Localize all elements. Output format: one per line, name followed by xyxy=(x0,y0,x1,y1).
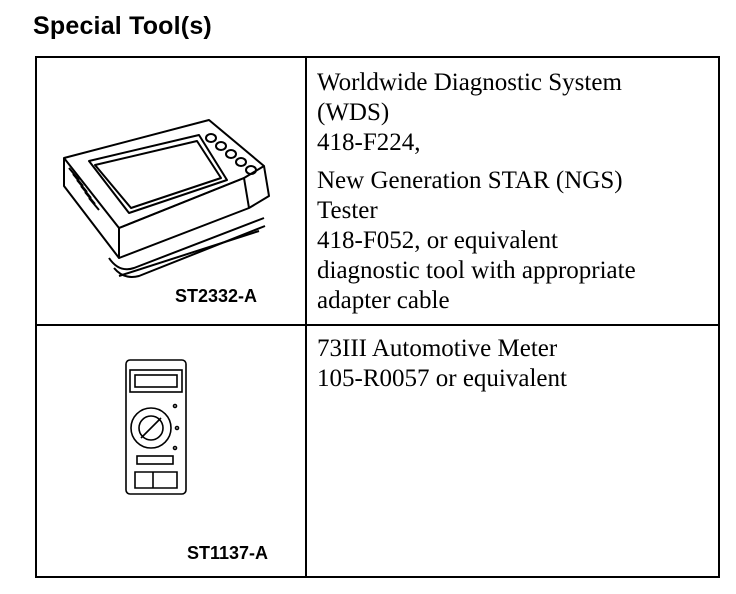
special-tools-table xyxy=(35,56,720,578)
tool-description-line: 105-R0057 or equivalent xyxy=(317,365,567,392)
tool-description-line: New Generation STAR (NGS) xyxy=(317,167,623,194)
tool-description-line: 418-F224, xyxy=(317,129,421,156)
tool-description xyxy=(317,68,636,316)
page-heading: Special Tool(s) xyxy=(33,12,212,40)
tool-description-line: adapter cable xyxy=(317,287,450,314)
tool-description xyxy=(317,334,567,394)
tool-description-line: 418-F052, or equivalent xyxy=(317,227,558,254)
tool-description-line: (WDS) xyxy=(317,99,390,126)
multimeter-icon xyxy=(123,358,189,498)
row-divider xyxy=(37,324,718,326)
tool-code: ST2332-A xyxy=(175,286,258,306)
tool-description-line: Worldwide Diagnostic System xyxy=(317,69,622,96)
column-divider xyxy=(305,58,307,576)
tool-code: ST1137-A xyxy=(187,543,269,563)
tool-description-line: diagnostic tool with appropriate xyxy=(317,257,636,284)
tool-description-line: Tester xyxy=(317,197,378,224)
tool-description-line: 73III Automotive Meter xyxy=(317,335,558,362)
diagnostic-tester-icon xyxy=(59,108,285,283)
